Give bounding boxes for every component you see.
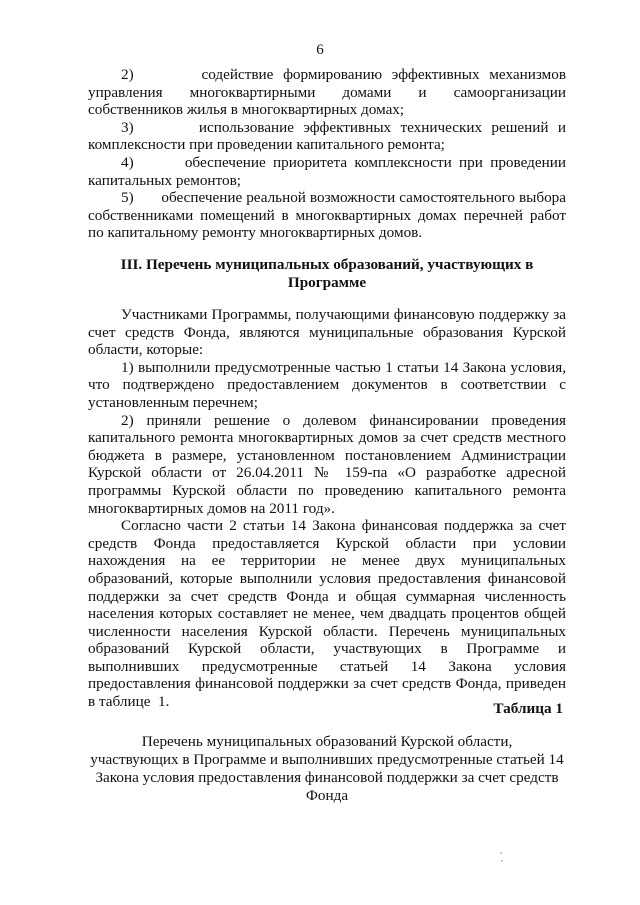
page-number: 6 xyxy=(316,42,324,58)
section-heading-line: III. Перечень муниципальных образований, участвующих в xyxy=(120,256,534,273)
table-caption-line: Перечень муниципальных образований Курской области, xyxy=(141,733,513,750)
table-caption-line: участвующих в Программе и выполнивших предусмотренные статьей 14 xyxy=(90,751,564,768)
section-body xyxy=(88,306,566,711)
list-item: 2) содействие формированию эффективных механизмов управления многоквартирными домами и самоорганизации собственников жилья в многоквартирных домах; xyxy=(88,66,566,119)
scan-speck xyxy=(500,852,502,854)
list-item: 5) обеспечение реальной возможности самостоятельного выбора собственниками помещений в многоквартирных домах перечней работ по капитальному ремонту многоквартирных домов. xyxy=(88,189,566,242)
section-heading xyxy=(88,256,566,292)
list-item: 3) использование эффективных технических решений и комплексности при проведении капитального ремонта; xyxy=(88,118,566,154)
paragraph: 1) выполнили предусмотренные частью 1 статьи 14 Закона условия, что подтверждено предоставлением документов в соответствии с установленным перечнем; xyxy=(88,358,566,411)
list-item: 4) обеспечение приоритета комплексности при проведении капитальных ремонтов; xyxy=(88,153,566,189)
table-caption-line: Фонда xyxy=(305,787,349,804)
paragraph: 2) приняли решение о долевом финансировании проведения капитального ремонта многоквартирных домов за счет средств местного бюджета в размере, установленном постановлением Администрации Курской области от 26.04.2011 № 159-па «О разработке адресной программы Курской области по проведению капитального ремонта многоквартирных домов на 2011 год». xyxy=(88,411,566,517)
paragraph: Согласно части 2 статьи 14 Закона финансовая поддержка за счет средств Фонда предоставляется Курской области при условии нахождения на ее территории не менее двух муниципальных образований, которые выполнили условия предоставления финансовой поддержки за счет средств Фонда и общая суммарная численность населения которых составляет не менее, чем двадцать процентов общей численности населения Курской области. Перечень муниципальных образований Курской области, участвующих в Программе и выполнивших предусмотренные статьей 14 Закона условия предоставления финансовой поддержки за счет средств Фонда, приведен в таблице 1. xyxy=(88,517,566,711)
table-label: Таблица 1 xyxy=(493,700,563,717)
scan-speck xyxy=(501,860,503,862)
goals-list xyxy=(88,66,566,242)
table-caption-line: Закона условия предоставления финансовой поддержки за счет средств xyxy=(95,769,559,786)
section-heading-line: Программе xyxy=(287,274,367,291)
table-caption xyxy=(88,733,566,805)
paragraph: Участниками Программы, получающими финансовую поддержку за счет средств Фонда, являются муниципальные образования Курской области, которые: xyxy=(88,306,566,359)
